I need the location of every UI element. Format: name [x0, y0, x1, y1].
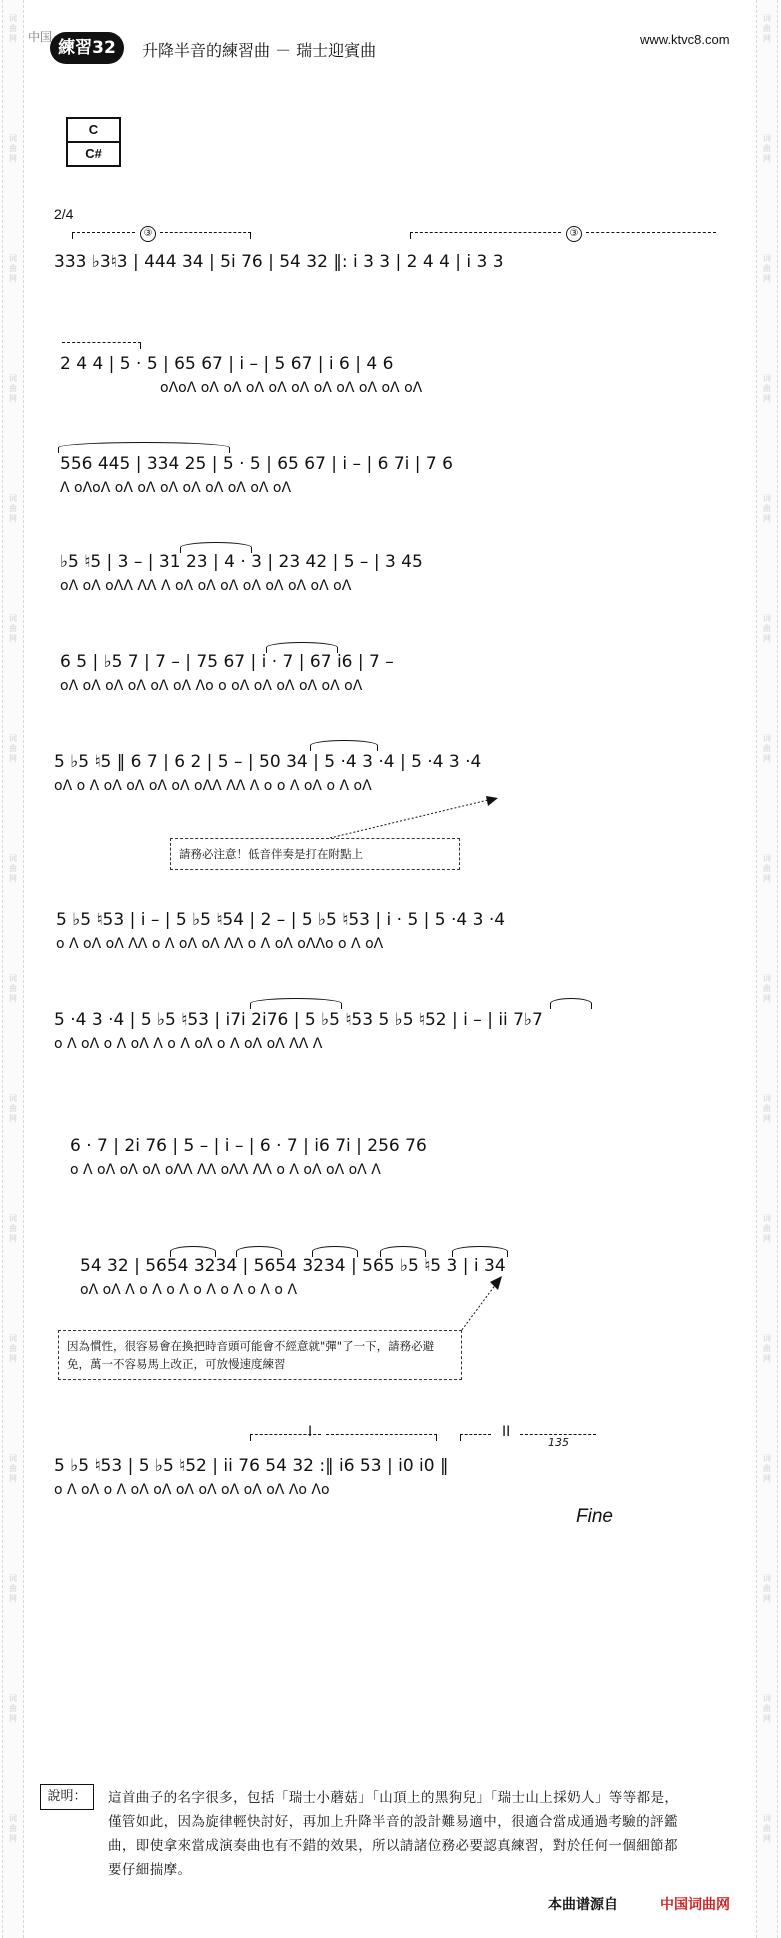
side-watermark: 词 曲 网	[9, 1094, 17, 1123]
staff-notes: 556 445 | 334 25 | 5 · 5 | 65 67 | i – | 6 7i | 7 6	[60, 454, 453, 474]
side-watermark: 词 曲 网	[763, 734, 771, 763]
staff-notes: 5 ♭5 ♮5 ‖ 6 7 | 6 2 | 5 – | 50 34 | 5 ·4 3 ·4 | 5 ·4 3 ·4	[54, 752, 482, 772]
source-label: 本曲谱源自	[548, 1897, 618, 1913]
side-watermark: 词 曲 网	[9, 1814, 17, 1843]
source-site[interactable]: 中国词曲网	[660, 1897, 730, 1913]
accompaniment-line: oΛ oΛ oΛ oΛ oΛ oΛ Λo o oΛ oΛ oΛ oΛ oΛ oΛ	[60, 678, 363, 694]
side-watermark: 词 曲 网	[9, 974, 17, 1003]
side-watermark: 词 曲 网	[763, 1814, 771, 1843]
staff-notes: 6 5 | ♭5 7 | 7 – | 75 67 | i · 7 | 67 i6 | 7 –	[60, 652, 394, 672]
staff-notes: 6 · 7 | 2i 76 | 5 – | i – | 6 · 7 | i6 7i | 256 76	[70, 1136, 427, 1156]
side-watermark: 词 曲 网	[9, 14, 17, 43]
staff-11	[50, 1424, 680, 1514]
header-cn-mark: 中国	[28, 30, 53, 44]
side-watermark: 词 曲 网	[9, 1454, 17, 1483]
side-watermark: 词 曲 网	[763, 854, 771, 883]
accompaniment-line: o Λ oΛ oΛ ΛΛ o Λ oΛ oΛ ΛΛ o Λ oΛ oΛΛo o Λ oΛ	[56, 936, 384, 952]
side-watermark: 词 曲 网	[763, 974, 771, 1003]
staff-notes: 333 ♭3♮3 | 444 34 | 5i 76 | 54 32 ‖: i 3 3 | 2 4 4 | i 3 3	[54, 252, 504, 272]
fingering-mark: ③	[566, 226, 582, 242]
side-watermark: 词 曲 网	[763, 254, 771, 283]
staff-notes: 5 ·4 3 ·4 | 5 ♭5 ♮53 | i7i 2i76 | 5 ♭5 ♮53 5 ♭5 ♮52 | i – | ii 7♭7	[54, 1010, 543, 1030]
fine-mark: Fine	[576, 1506, 613, 1527]
staff-notes: 5 ♭5 ♮53 | i – | 5 ♭5 ♮54 | 2 – | 5 ♭5 ♮53 | i · 5 | 5 ·4 3 ·4	[56, 910, 506, 930]
side-watermark: 词 曲 网	[763, 134, 771, 163]
accompaniment-line: oΛ oΛ oΛΛ ΛΛ Λ oΛ oΛ oΛ oΛ oΛ oΛ oΛ oΛ	[60, 578, 352, 594]
side-watermark: 词 曲 网	[763, 614, 771, 643]
side-watermark: 词 曲 网	[763, 1094, 771, 1123]
side-watermark: 词 曲 网	[763, 494, 771, 523]
staff-notes: 54 32 | 5654 3234 | 5654 3234 | 565 ♭5 ♮5 3 | i 34	[80, 1256, 506, 1276]
annotation-note-1: 請務必注意！低音伴奏是打在附點上	[170, 838, 460, 870]
staff-notes: 5 ♭5 ♮53 | 5 ♭5 ♮52 | ii 76 54 32 :‖ i6 53 | i0 i0 ‖	[54, 1456, 449, 1476]
side-watermark: 词 曲 网	[9, 374, 17, 403]
fingering-mark: ③	[140, 226, 156, 242]
side-watermark: 词 曲 网	[763, 14, 771, 43]
accompaniment-line: oΛ o Λ oΛ oΛ oΛ oΛ oΛΛ ΛΛ Λ o o Λ oΛ o Λ oΛ	[54, 778, 372, 794]
side-watermark: 词 曲 网	[9, 134, 17, 163]
side-watermark: 词 曲 网	[763, 374, 771, 403]
side-watermark: 词 曲 网	[9, 494, 17, 523]
accompaniment-line: Λ oΛoΛ oΛ oΛ oΛ oΛ oΛ oΛ oΛ oΛ	[60, 480, 292, 496]
accompaniment-line: o Λ oΛ o Λ oΛ oΛ oΛ oΛ oΛ oΛ oΛ Λo Λo	[54, 1482, 330, 1498]
annotation-note-2: 因為慣性，很容易會在換把時音頭可能會不經意就"彈"了一下，請務必避免，萬一不容易馬上改正，可放慢速度練習	[58, 1330, 462, 1380]
side-watermark: 词 曲 网	[9, 734, 17, 763]
staff-notes: ♭5 ♮5 | 3 – | 31 23 | 4 · 3 | 23 42 | 5 – | 3 45	[60, 552, 423, 572]
side-watermark: 词 曲 网	[763, 1334, 771, 1363]
key-line-2: C#	[85, 146, 102, 161]
side-watermark: 词 曲 网	[763, 1694, 771, 1723]
side-watermark: 词 曲 网	[9, 254, 17, 283]
volta-bracket-2	[460, 1434, 491, 1441]
staff-notes: 2 4 4 | 5 · 5 | 65 67 | i – | 5 67 | i 6 | 4 6	[60, 354, 394, 374]
accompaniment-line: oΛ oΛ Λ o Λ o Λ o Λ o Λ o Λ o Λ	[80, 1282, 298, 1298]
accompaniment-line: o Λ oΛ o Λ oΛ Λ o Λ oΛ o Λ oΛ oΛ ΛΛ Λ	[54, 1036, 323, 1052]
page-title: 升降半音的練習曲 － 瑞士迎賓曲	[142, 41, 377, 60]
volta-2-label: II	[502, 1424, 511, 1440]
key-line-1: C	[68, 119, 119, 143]
volta-bracket-1	[326, 1434, 437, 1441]
side-watermark: 词 曲 网	[763, 1214, 771, 1243]
side-watermark: 词 曲 网	[9, 614, 17, 643]
tempo-mark: 135	[548, 1436, 569, 1449]
time-signature: 2/4	[54, 206, 74, 222]
volta-1-label: I	[308, 1424, 313, 1440]
side-watermark: 词 曲 网	[9, 1694, 17, 1723]
site-url: www.ktvc8.com	[640, 32, 730, 47]
exercise-badge: 練習32	[50, 32, 124, 64]
explanation-label: 說明：	[40, 1784, 94, 1810]
side-watermark: 词 曲 网	[9, 1214, 17, 1243]
accompaniment-line: o Λ oΛ oΛ oΛ oΛΛ ΛΛ oΛΛ ΛΛ o Λ oΛ oΛ oΛ Λ	[70, 1162, 381, 1178]
side-watermark: 词 曲 网	[763, 1454, 771, 1483]
side-watermark: 词 曲 网	[763, 1574, 771, 1603]
accompaniment-line: oΛoΛ oΛ oΛ oΛ oΛ oΛ oΛ oΛ oΛ oΛ oΛ	[160, 380, 423, 396]
explanation-text: 這首曲子的名字很多，包括「瑞士小蘑菇」「山頂上的黑狗兒」「瑞士山上採奶人」等等都是，僅管如此，因為旋律輕快討好，再加上升降半音的設計難易適中，很適合當成通過考驗的評鑑曲，即使拿來當成演奏曲也有不錯的效果，所以請諸位務必要認真練習，對於任何一個細節都要仔細揣摩。	[108, 1790, 679, 1878]
side-watermark: 词 曲 网	[9, 854, 17, 883]
side-watermark: 词 曲 网	[9, 1574, 17, 1603]
side-watermark: 词 曲 网	[9, 1334, 17, 1363]
